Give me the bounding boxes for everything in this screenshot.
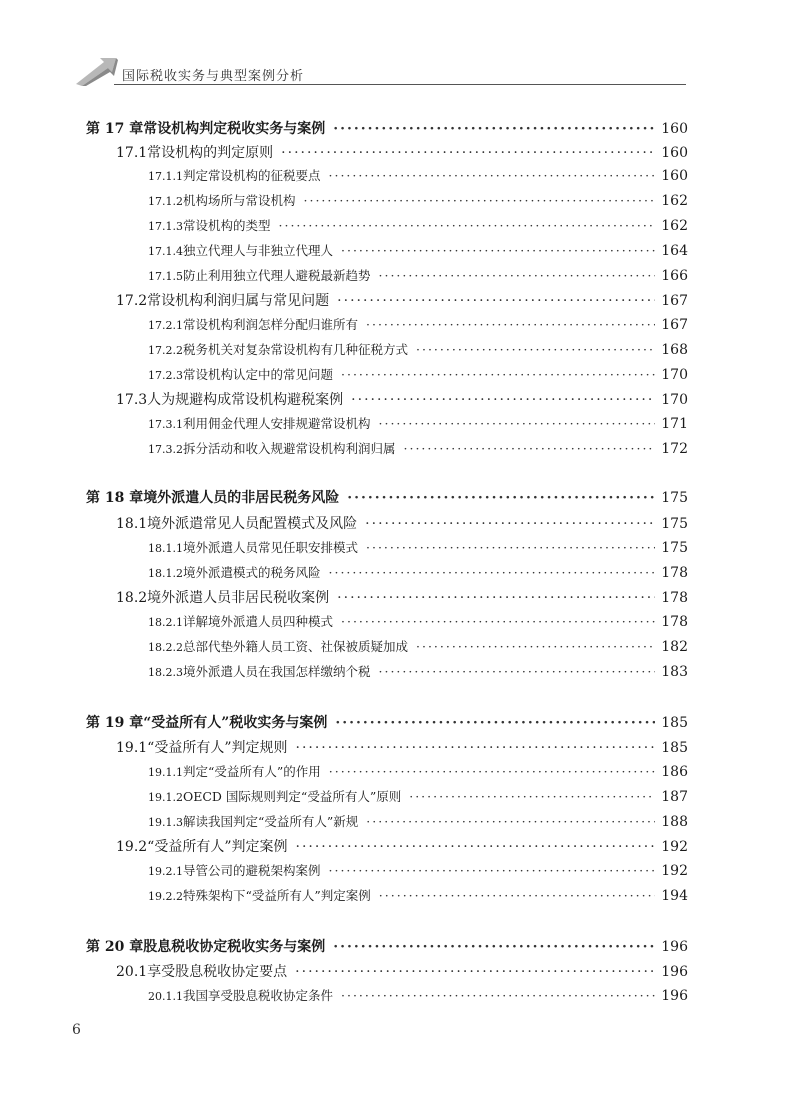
toc-section-18-1[interactable] xyxy=(116,513,688,533)
page-ref: 167 xyxy=(661,317,688,333)
subsection-title: 详解境外派遣人员四种模式 xyxy=(183,614,334,629)
subsection-number: 19.1.3 xyxy=(148,816,183,829)
page-ref: 196 xyxy=(661,964,688,980)
subsection-number: 17.1.2 xyxy=(148,195,183,208)
subsection-number: 18.1.1 xyxy=(148,542,183,555)
leader-dots xyxy=(366,814,655,829)
subsection-title: 总部代垫外籍人员工资、社保被质疑加成 xyxy=(183,639,409,654)
section-title: 常设机构的判定原则 xyxy=(147,145,274,161)
page-ref: 171 xyxy=(661,416,688,432)
page-ref: 178 xyxy=(661,565,688,581)
leader-dots xyxy=(379,888,655,903)
subsection-number: 17.2.2 xyxy=(148,344,183,357)
section-number: 17.2 xyxy=(116,293,148,309)
toc-section-18-2[interactable] xyxy=(116,587,688,607)
page-ref: 192 xyxy=(661,839,688,855)
leader-dots xyxy=(329,168,656,183)
toc-subsection-17-3-2[interactable] xyxy=(148,439,688,457)
page-ref: 187 xyxy=(661,789,688,805)
toc-subsection-19-2-1[interactable] xyxy=(148,861,688,879)
page-ref: 186 xyxy=(661,764,688,780)
subsection-title: 独立代理人与非独立代理人 xyxy=(183,243,334,258)
chapter-number: 第 18 章 xyxy=(86,490,144,506)
leader-dots xyxy=(329,764,655,779)
leader-dots xyxy=(341,614,655,629)
toc-subsection-19-1-3[interactable] xyxy=(148,812,688,830)
page-ref: 194 xyxy=(661,888,688,904)
subsection-number: 17.2.1 xyxy=(148,319,183,332)
leader-dots xyxy=(329,565,656,580)
toc-chapter-18[interactable] xyxy=(86,487,688,507)
toc-subsection-17-1-3[interactable] xyxy=(148,216,688,234)
toc-section-17-3[interactable] xyxy=(116,389,688,409)
subsection-number: 18.1.2 xyxy=(148,567,183,580)
chapter-number: 第 19 章 xyxy=(86,715,144,731)
page-ref: 192 xyxy=(661,863,688,879)
toc-subsection-19-2-2[interactable] xyxy=(148,886,688,904)
toc-subsection-17-1-5[interactable] xyxy=(148,266,688,284)
leader-dots xyxy=(365,516,655,532)
subsection-number: 18.2.2 xyxy=(148,641,183,654)
section-title: “受益所有人”判定规则 xyxy=(147,740,288,756)
toc-subsection-17-2-1[interactable] xyxy=(148,315,688,333)
toc-subsection-17-3-1[interactable] xyxy=(148,414,688,432)
toc-subsection-20-1-1[interactable] xyxy=(148,986,688,1004)
leader-dots xyxy=(304,193,656,208)
leader-dots xyxy=(337,590,655,606)
running-title: 国际税收实务与典型案例分析 xyxy=(122,69,305,84)
chapter-title: “受益所有人”税收实务与案例 xyxy=(143,715,328,731)
page-ref: 178 xyxy=(661,590,688,606)
subsection-title: 境外派遣人员常见任职安排模式 xyxy=(183,540,359,555)
subsection-number: 18.2.3 xyxy=(148,666,183,679)
page-ref: 185 xyxy=(661,715,688,731)
subsection-title: 境外派遣人员在我国怎样缴纳个税 xyxy=(183,664,371,679)
subsection-number: 18.2.1 xyxy=(148,616,183,629)
toc-subsection-17-1-2[interactable] xyxy=(148,191,688,209)
page-ref: 160 xyxy=(661,168,688,184)
subsection-title: 拆分活动和收入规避常设机构利润归属 xyxy=(183,441,396,456)
subsection-number: 19.2.1 xyxy=(148,865,183,878)
page-ref: 168 xyxy=(661,342,688,358)
chapter-title: 常设机构判定税收实务与案例 xyxy=(143,121,326,137)
toc-section-17-1[interactable] xyxy=(116,142,688,162)
page-ref: 170 xyxy=(661,392,688,408)
toc-chapter-17[interactable] xyxy=(86,118,688,138)
page-ref: 162 xyxy=(661,193,688,209)
leader-dots xyxy=(281,145,655,161)
page-ref: 175 xyxy=(661,516,688,532)
leader-dots xyxy=(296,740,656,756)
leader-dots xyxy=(296,839,656,855)
page-ref: 164 xyxy=(661,243,688,259)
subsection-title: 特殊架构下“受益所有人”判定案例 xyxy=(183,888,371,903)
subsection-title: OECD 国际规则判定“受益所有人”原则 xyxy=(183,789,402,804)
subsection-number: 19.1.2 xyxy=(148,791,183,804)
leader-dots xyxy=(333,939,655,955)
chapter-number: 第 20 章 xyxy=(86,939,144,955)
section-title: “受益所有人”判定案例 xyxy=(147,839,288,855)
leader-dots xyxy=(379,664,656,679)
leader-dots xyxy=(347,490,655,506)
toc-subsection-17-2-2[interactable] xyxy=(148,340,688,358)
leader-dots xyxy=(341,988,655,1003)
toc-subsection-17-2-3[interactable] xyxy=(148,365,688,383)
subsection-number: 19.1.1 xyxy=(148,766,183,779)
section-title: 境外派遣常见人员配置模式及风险 xyxy=(147,516,358,532)
subsection-title: 常设机构的类型 xyxy=(183,218,271,233)
subsection-title: 税务机关对复杂常设机构有几种征税方式 xyxy=(183,342,409,357)
page-ref: 162 xyxy=(661,218,688,234)
leader-dots xyxy=(379,268,656,283)
leader-dots xyxy=(416,342,655,357)
toc-subsection-18-2-3[interactable] xyxy=(148,662,688,680)
subsection-number: 17.2.3 xyxy=(148,369,183,382)
page-ref: 175 xyxy=(661,540,688,556)
page-ref: 182 xyxy=(661,639,688,655)
page-ref: 160 xyxy=(661,145,688,161)
subsection-title: 我国享受股息税收协定条件 xyxy=(183,988,334,1003)
chapter-title: 股息税收协定税收实务与案例 xyxy=(143,939,326,955)
toc-subsection-19-1-1[interactable] xyxy=(148,762,688,780)
subsection-number: 20.1.1 xyxy=(148,990,183,1003)
leader-dots xyxy=(335,715,655,731)
leader-dots xyxy=(295,964,655,980)
leader-dots xyxy=(329,863,656,878)
page-ref: 185 xyxy=(661,740,688,756)
toc-subsection-17-1-1[interactable] xyxy=(148,166,688,184)
leader-dots xyxy=(366,540,655,555)
subsection-title: 防止利用独立代理人避税最新趋势 xyxy=(183,268,371,283)
page-ref: 188 xyxy=(661,814,688,830)
toc-subsection-18-1-1[interactable] xyxy=(148,538,688,556)
leader-dots xyxy=(341,243,655,258)
toc-section-19-1[interactable] xyxy=(116,737,688,757)
section-number: 18.1 xyxy=(116,516,148,532)
section-number: 17.3 xyxy=(116,392,148,408)
page-ref: 167 xyxy=(661,293,688,309)
subsection-number: 19.2.2 xyxy=(148,890,183,903)
subsection-title: 导管公司的避税架构案例 xyxy=(183,863,321,878)
chapter-number: 第 17 章 xyxy=(86,121,144,137)
leader-dots xyxy=(379,416,656,431)
section-number: 18.2 xyxy=(116,590,148,606)
leader-dots xyxy=(333,121,655,137)
toc-subsection-18-2-1[interactable] xyxy=(148,612,688,630)
subsection-number: 17.3.2 xyxy=(148,443,183,456)
page-ref: 166 xyxy=(661,268,688,284)
subsection-title: 判定“受益所有人”的作用 xyxy=(183,764,321,779)
subsection-number: 17.1.5 xyxy=(148,270,183,283)
section-number: 19.1 xyxy=(116,740,148,756)
page-ref: 170 xyxy=(661,367,688,383)
subsection-title: 常设机构认定中的常见问题 xyxy=(183,367,334,382)
section-number: 19.2 xyxy=(116,839,148,855)
leader-dots xyxy=(409,789,655,804)
section-title: 常设机构利润归属与常见问题 xyxy=(147,293,330,309)
section-title: 境外派遣人员非居民税收案例 xyxy=(147,590,330,606)
toc-section-20-1[interactable] xyxy=(116,961,688,981)
leader-dots xyxy=(337,293,655,309)
page-ref: 178 xyxy=(661,614,688,630)
leader-dots xyxy=(404,441,656,456)
toc-subsection-19-1-2[interactable] xyxy=(148,787,688,805)
chapter-title: 境外派遣人员的非居民税务风险 xyxy=(143,490,340,506)
page-ref: 160 xyxy=(661,121,688,137)
toc-chapter-19[interactable] xyxy=(86,712,688,732)
subsection-title: 常设机构利润怎样分配归谁所有 xyxy=(183,317,359,332)
toc-section-17-2[interactable] xyxy=(116,290,688,310)
subsection-title: 解读我国判定“受益所有人”新规 xyxy=(183,814,359,829)
section-number: 20.1 xyxy=(116,964,148,980)
toc-subsection-17-1-4[interactable] xyxy=(148,241,688,259)
subsection-title: 利用佣金代理人安排规避常设机构 xyxy=(183,416,371,431)
subsection-number: 17.1.3 xyxy=(148,220,183,233)
leader-dots xyxy=(279,218,656,233)
subsection-number: 17.1.1 xyxy=(148,170,183,183)
page-ref: 183 xyxy=(661,664,688,680)
subsection-number: 17.3.1 xyxy=(148,418,183,431)
subsection-title: 境外派遣模式的税务风险 xyxy=(183,565,321,580)
page-ref: 175 xyxy=(661,490,688,506)
toc-section-19-2[interactable] xyxy=(116,836,688,856)
page-number: 6 xyxy=(72,1022,81,1038)
leader-dots xyxy=(341,367,655,382)
subsection-number: 17.1.4 xyxy=(148,245,183,258)
toc-subsection-18-2-2[interactable] xyxy=(148,637,688,655)
toc-subsection-18-1-2[interactable] xyxy=(148,563,688,581)
subsection-title: 判定常设机构的征税要点 xyxy=(183,168,321,183)
page-ref: 196 xyxy=(661,939,688,955)
section-number: 17.1 xyxy=(116,145,148,161)
subsection-title: 机构场所与常设机构 xyxy=(183,193,296,208)
toc-chapter-20[interactable] xyxy=(86,936,688,956)
leader-dots xyxy=(366,317,655,332)
section-title: 享受股息税收协定要点 xyxy=(147,964,288,980)
leader-dots xyxy=(351,392,655,408)
leader-dots xyxy=(416,639,655,654)
page-ref: 172 xyxy=(661,441,688,457)
section-title: 人为规避构成常设机构避税案例 xyxy=(147,392,344,408)
page-ref: 196 xyxy=(661,988,688,1004)
